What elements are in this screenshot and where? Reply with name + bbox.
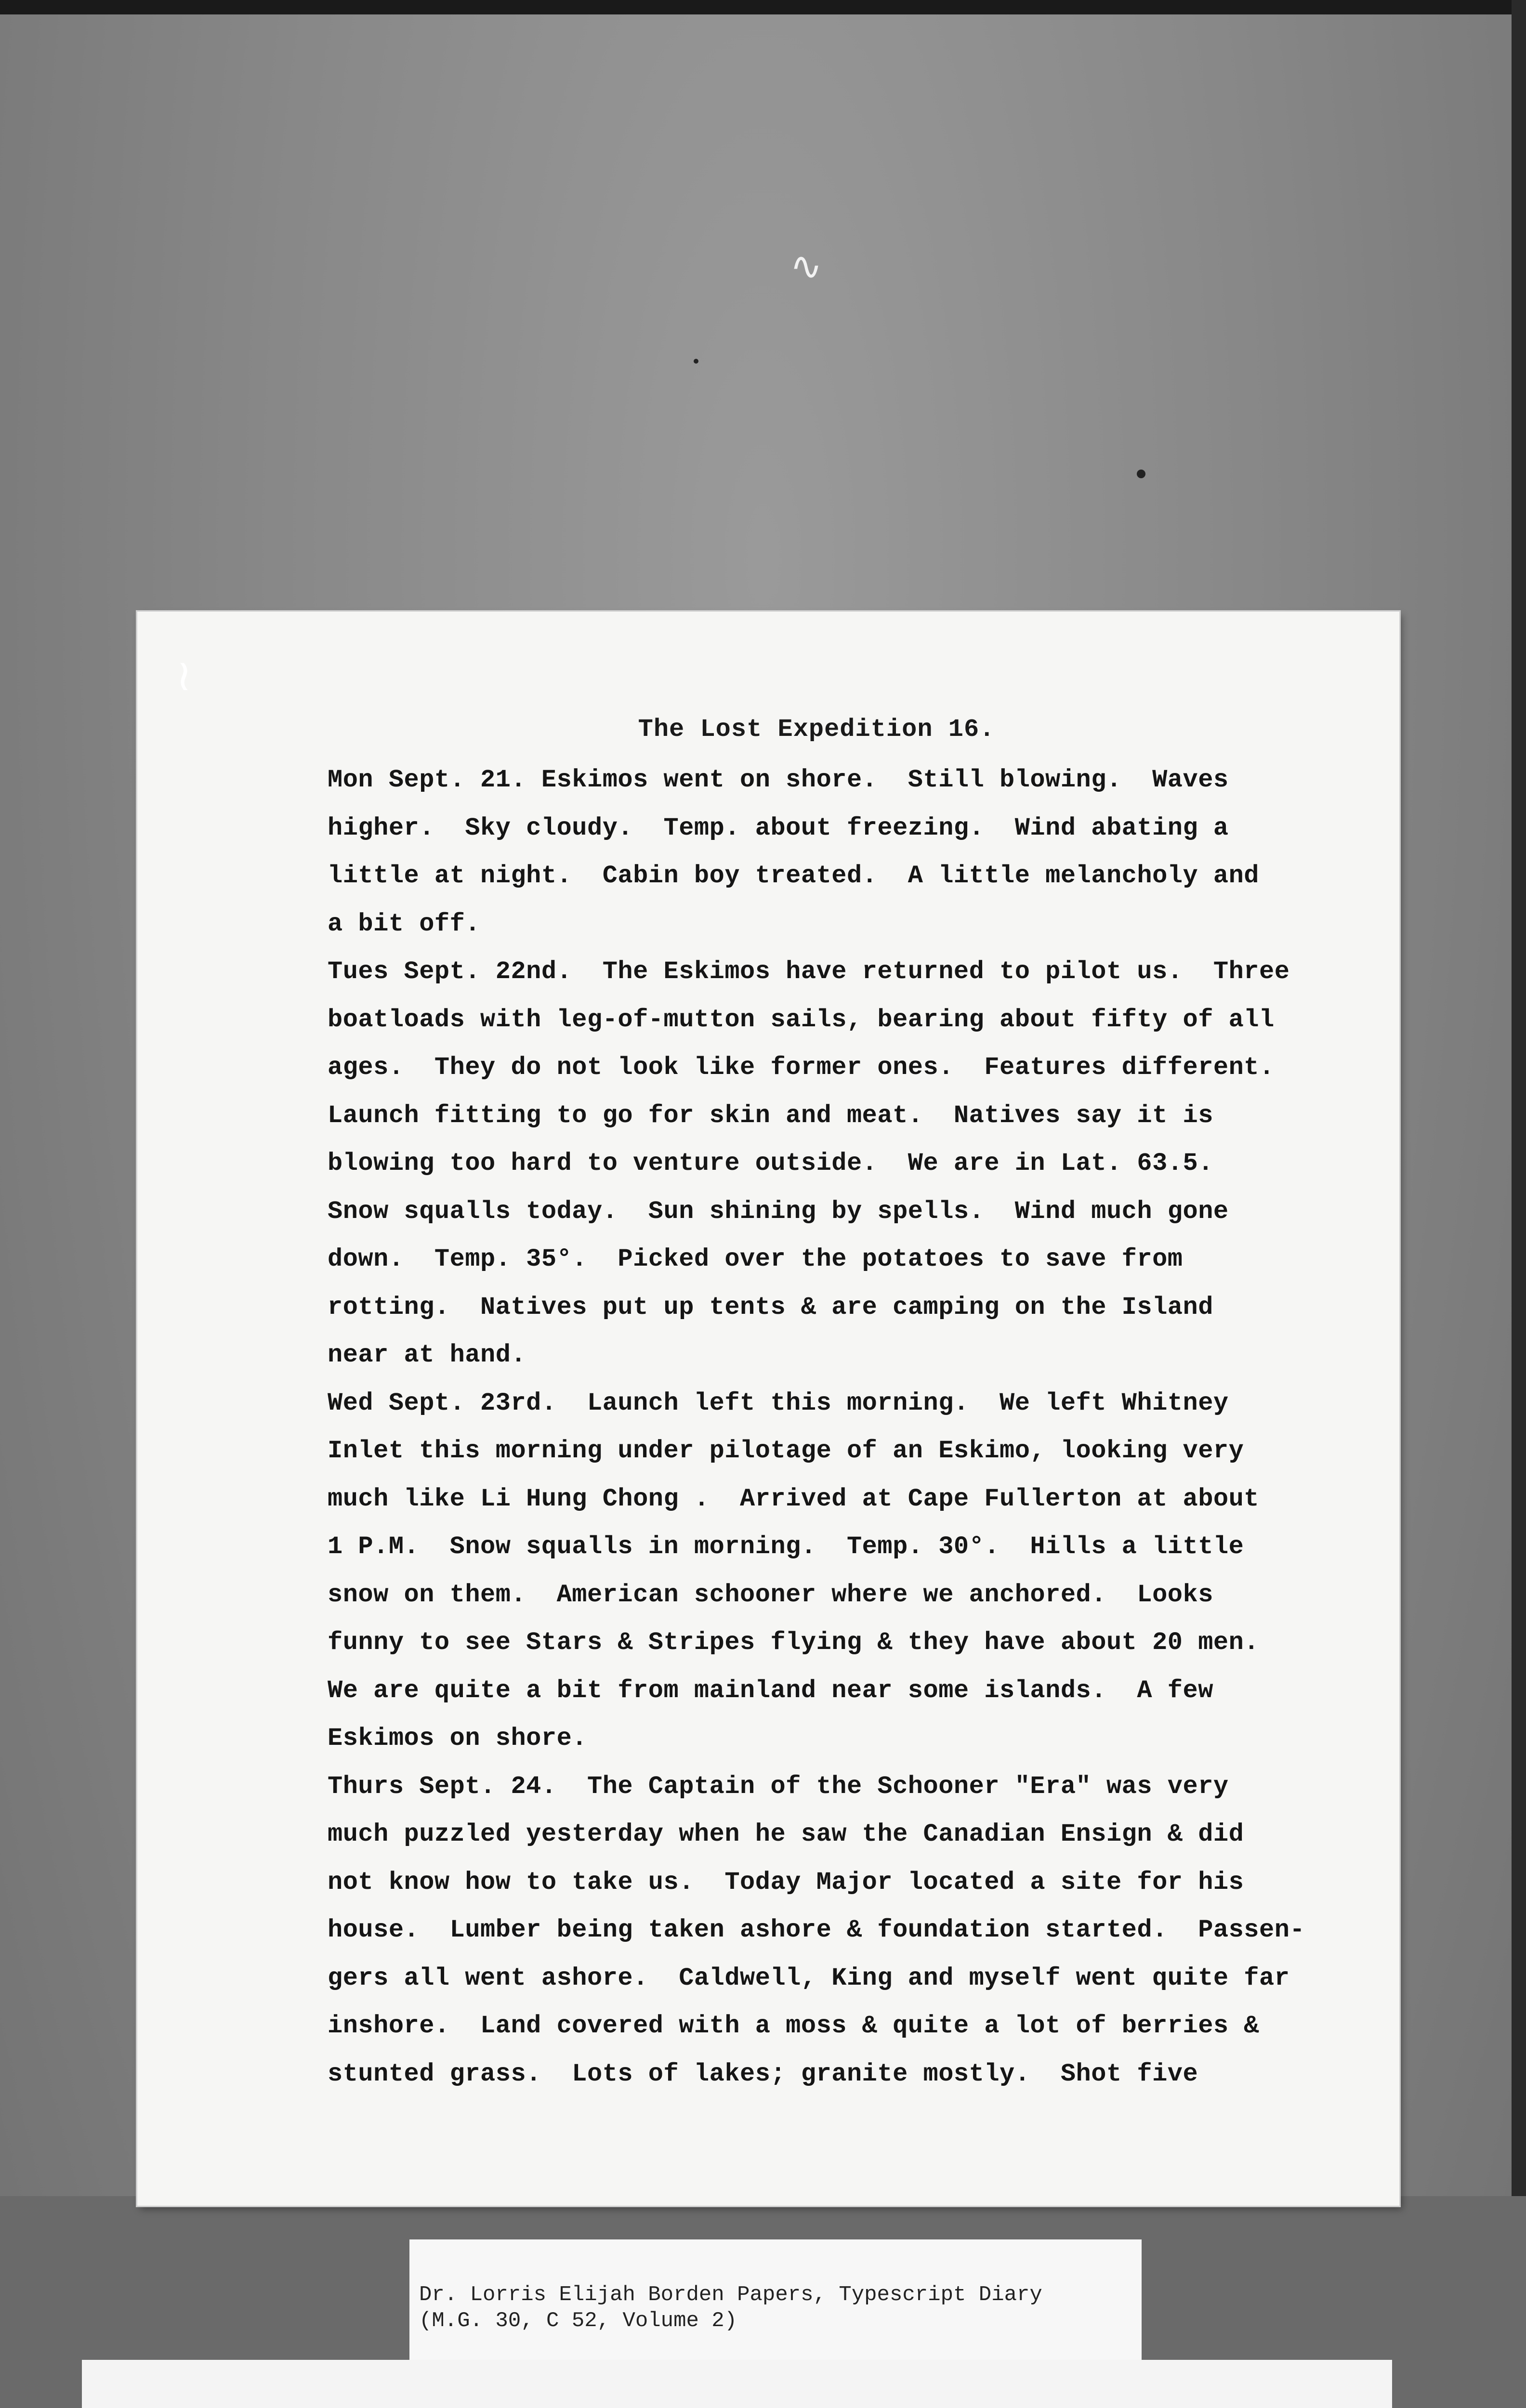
diary-line: gers all went ashore. Caldwell, King and myself went quite far	[328, 1963, 1290, 1992]
diary-line: down. Temp. 35°. Picked over the potatoes to save from	[328, 1245, 1183, 1273]
diary-line: Inlet this morning under pilotage of an Eskimo, looking very	[328, 1437, 1244, 1465]
diary-line: little at night. Cabin boy treated. A little melancholy and	[328, 862, 1260, 890]
diary-line: a bit off.	[328, 909, 481, 938]
page-title: The Lost Expedition 16.	[638, 715, 995, 744]
diary-line: rotting. Natives put up tents & are camping on the Island	[328, 1293, 1213, 1322]
diary-line: boatloads with leg-of-mutton sails, bearing about fifty of all	[328, 1005, 1275, 1034]
diary-line: Thurs Sept. 24. The Captain of the Schooner "Era" was very	[328, 1772, 1229, 1801]
speck-mark	[694, 359, 698, 364]
diary-line: Mon Sept. 21. Eskimos went on shore. Still blowing. Waves	[328, 766, 1229, 794]
scratch-mark: ∿	[790, 248, 823, 291]
diary-line: house. Lumber being taken ashore & foundation started. Passen-	[328, 1916, 1305, 1944]
diary-line: inshore. Land covered with a moss & quite a lot of berries &	[328, 2012, 1260, 2040]
citation-line-collection: Dr. Lorris Elijah Borden Papers, Typescript Diary	[419, 2283, 1042, 2307]
archives-stamp	[82, 2360, 1392, 2408]
diary-line: Snow squalls today. Sun shining by spells. Wind much gone	[328, 1197, 1229, 1226]
diary-line: Wed Sept. 23rd. Launch left this morning. We left Whitney	[328, 1388, 1229, 1417]
diary-line: stunted grass. Lots of lakes; granite mostly. Shot five	[328, 2059, 1198, 2088]
typescript-page	[137, 612, 1399, 2206]
film-edge-top	[0, 0, 1526, 14]
diary-line: ages. They do not look like former ones. Features different.	[328, 1053, 1275, 1082]
diary-line: snow on them. American schooner where we anchored. Looks	[328, 1580, 1213, 1609]
diary-line: Tues Sept. 22nd. The Eskimos have returned to pilot us. Three	[328, 957, 1290, 986]
diary-line: blowing too hard to venture outside. We are in Lat. 63.5.	[328, 1149, 1213, 1178]
speck-mark	[1137, 470, 1145, 478]
paper-scratch-mark: ≀	[176, 654, 192, 704]
film-edge-right	[1512, 0, 1526, 2408]
citation-label	[409, 2239, 1142, 2365]
diary-line: not know how to take us. Today Major located a site for his	[328, 1868, 1244, 1897]
diary-body	[328, 756, 1363, 2098]
diary-line: Eskimos on shore.	[328, 1724, 587, 1753]
diary-line: near at hand.	[328, 1341, 526, 1369]
diary-line: higher. Sky cloudy. Temp. about freezing. Wind abating a	[328, 813, 1229, 842]
diary-line: much puzzled yesterday when he saw the Canadian Ensign & did	[328, 1820, 1244, 1848]
diary-line: 1 P.M. Snow squalls in morning. Temp. 30°. Hills a little	[328, 1532, 1244, 1561]
diary-line: We are quite a bit from mainland near some islands. A few	[328, 1676, 1213, 1705]
diary-line: much like Li Hung Chong . Arrived at Cape Fullerton at about	[328, 1484, 1260, 1513]
citation-line-reference: (M.G. 30, C 52, Volume 2)	[419, 2309, 737, 2333]
diary-line: funny to see Stars & Stripes flying & they have about 20 men.	[328, 1628, 1260, 1657]
diary-line: Launch fitting to go for skin and meat. Natives say it is	[328, 1101, 1213, 1130]
